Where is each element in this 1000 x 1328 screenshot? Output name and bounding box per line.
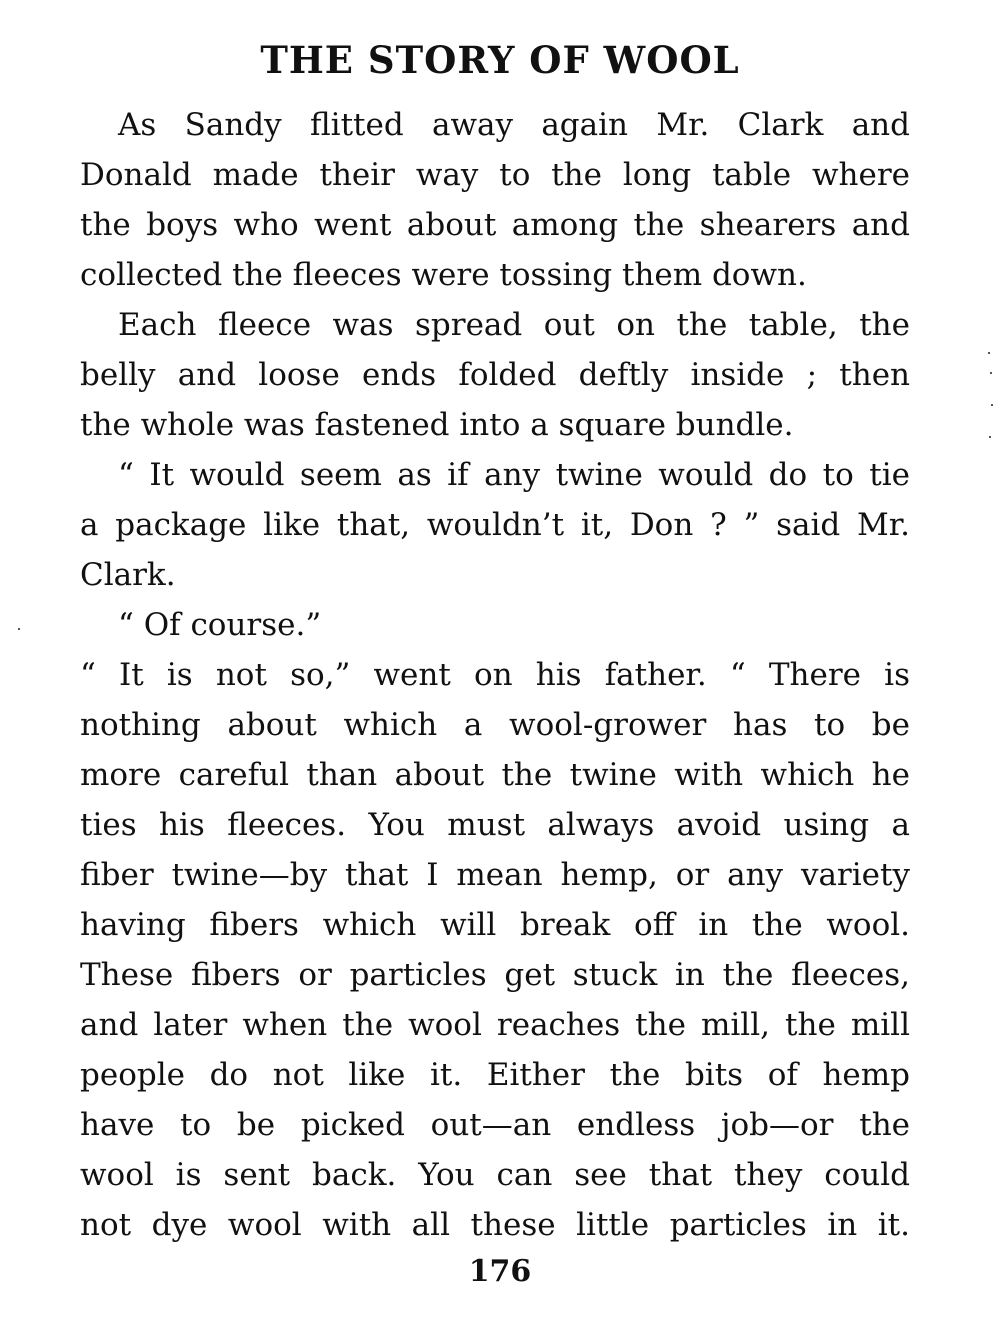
text-line: having fibers which will break off in the wool. — [80, 907, 910, 943]
print-speck — [990, 372, 992, 374]
text-line: have to be picked out—an endless job—or the — [80, 1107, 910, 1143]
text-line: belly and loose ends folded deftly inside ; then — [80, 357, 910, 393]
print-speck — [18, 628, 20, 630]
body-text — [80, 100, 910, 1250]
text-line: collected the fleeces were tossing them down. — [80, 257, 807, 293]
text-line: Each fleece was spread out on the table, the — [118, 307, 910, 343]
print-speck — [989, 436, 991, 438]
text-line: and later when the wool reaches the mill, the mill — [80, 1007, 910, 1043]
text-line: a package like that, wouldn’t it, Don ? ” said Mr. — [80, 507, 910, 543]
text-line: As Sandy flitted away again Mr. Clark and — [118, 107, 910, 143]
text-line: people do not like it. Either the bits of hemp — [80, 1057, 910, 1093]
text-line: “ It would seem as if any twine would do to tie — [118, 457, 910, 493]
text-line: nothing about which a wool-grower has to be — [80, 707, 910, 743]
text-line: ties his fleeces. You must always avoid using a — [80, 807, 910, 843]
print-speck — [988, 352, 990, 354]
text-line: not dye wool with all these little particles in it. — [80, 1207, 910, 1243]
text-line: the boys who went about among the shearers and — [80, 207, 910, 243]
page-number: 176 — [468, 1254, 532, 1289]
text-line: Donald made their way to the long table where — [80, 157, 910, 193]
text-line: fiber twine—by that I mean hemp, or any variety — [80, 857, 910, 893]
text-line: “ It is not so,” went on his father. “ There is — [80, 657, 910, 693]
text-line: the whole was fastened into a square bundle. — [80, 407, 794, 443]
text-line: wool is sent back. You can see that they could — [80, 1157, 910, 1193]
running-head: THE STORY OF WOOL — [260, 38, 740, 82]
print-speck — [991, 404, 993, 406]
text-line: more careful than about the twine with which he — [80, 757, 910, 793]
text-line: Clark. — [80, 557, 176, 593]
text-line: “ Of course.” — [118, 607, 322, 643]
text-line: These fibers or particles get stuck in the fleeces, — [80, 957, 910, 993]
